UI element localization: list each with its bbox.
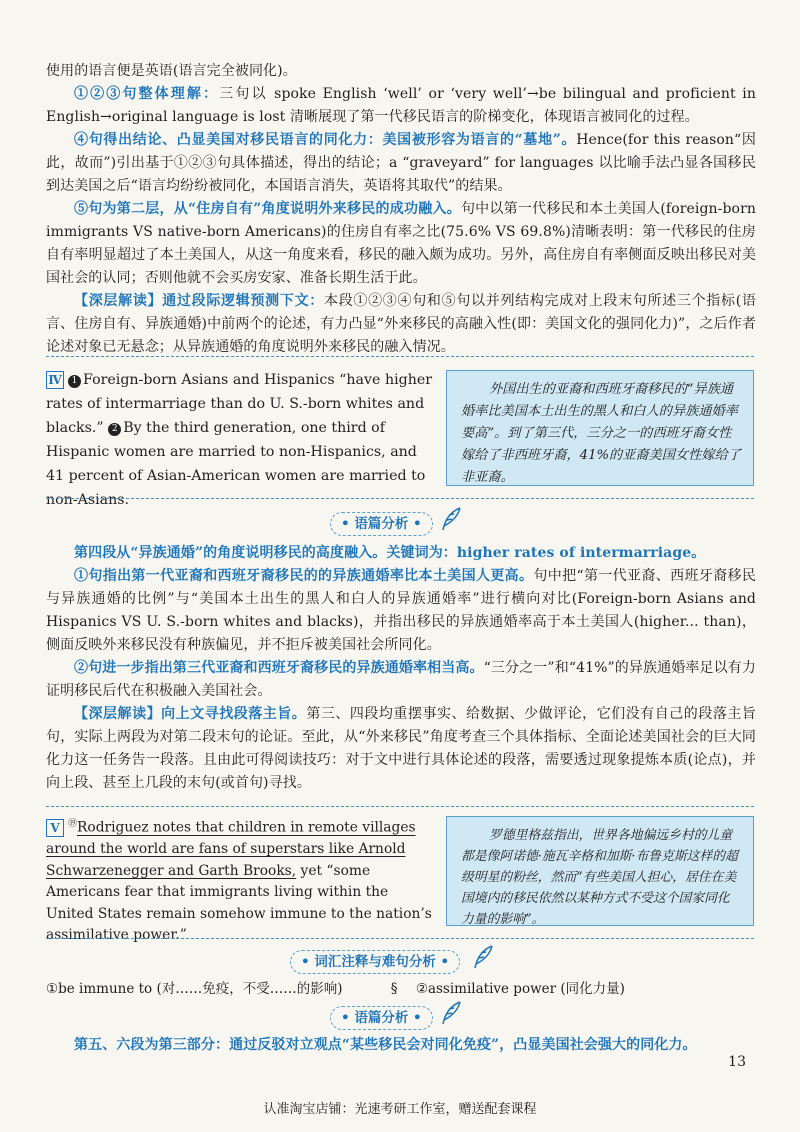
summary-label: 第四段从“异族通婚”的角度说明移民的高度融入。关键词为：: [74, 545, 457, 561]
dashed-divider: [46, 806, 754, 807]
section-tag-label: 词汇注释与难句分析: [314, 954, 436, 970]
label: ④句得出结论、凸显美国对移民语言的同化力：美国被形容为语言的“墓地”。: [74, 132, 577, 148]
analysis-para-5-6: [46, 1034, 756, 1057]
passage-paragraph-4: [46, 368, 434, 512]
dashed-divider: [46, 498, 754, 499]
footer-text: 认准淘宝店铺：光速考研工作室，赠送配套课程: [263, 1102, 537, 1117]
analysis-sentence-123: [46, 83, 756, 129]
analysis-sentence-2: [46, 657, 756, 703]
analysis-sentence-5: [46, 198, 756, 290]
label: ②句进一步指出第三代亚裔和西班牙裔移民的异族通婚率相当高。: [74, 660, 484, 676]
summary: [46, 1034, 756, 1057]
passage-paragraph-5: [46, 814, 434, 947]
sentence-number: 2: [108, 423, 121, 436]
feather-icon: [472, 944, 494, 970]
separator: §: [390, 981, 398, 997]
analysis-sentence-4: [46, 129, 756, 198]
body: 句中以第一代移民和本土美国人(foreign-born immigrants VS native-born Americans)的住房自有率之比(75.6% VS 69.8%)清晰表明：第一代移民的住房自有率明显超过了本土美国人，从这一角度来看，移民的融入颇为成功。另外，高住房自有率侧面反映出移民对美国社会的认同；否则他就不会买房安家、准备长期生活于此。: [46, 201, 756, 286]
label: ①句指出第一代亚裔和西班牙裔移民的的异族通婚率比本土美国人更高。: [74, 568, 534, 584]
label: 【深层解读】通过段际逻辑预测下文：: [74, 293, 324, 309]
feather-icon: [440, 1000, 462, 1026]
label: ①②③句整体理解：: [74, 86, 220, 102]
dashed-divider: [46, 938, 754, 939]
feather-icon: [440, 506, 462, 532]
translation-text: 外国出生的亚裔和西班牙裔移民的“异族通婚率比美国本土出生的黑人和白人的异族通婚率要高”。到了第三代，三分之一的西班牙裔女性嫁给了非西班牙裔，41%的亚裔美国女性嫁给了非亚裔。: [461, 382, 741, 485]
sentence-2: By the third generation, one third of Hispanic women are married to non-Hispanics, and 41 percent of Asian-American women are married to non-Asians.: [46, 420, 426, 508]
section-tag-label: 语篇分析: [354, 516, 409, 532]
body: 三句以 spoke English ‘well’ or ‘very well’→be bilingual and proficient in English→original language is lost 清晰展现了第一代移民语言的阶梯变化，体现语言被同化的过程。: [46, 86, 756, 125]
paragraph-badge: Ⅴ: [46, 819, 64, 837]
deep-interpretation: [46, 290, 756, 359]
label: ⑤句为第二层，从“住房自有”角度说明外来移民的成功融入。: [74, 201, 461, 217]
section-tag-discourse-analysis: • 语篇分析 •: [330, 1006, 433, 1030]
summary: [46, 542, 756, 565]
sentence-1: Foreign-born Asians and Hispanics “have higher rates of intermarriage than do U. S.-born whites and blacks.”: [46, 372, 433, 436]
page-number: 13: [728, 1054, 746, 1070]
summary-label: 第五、六段为第三部分：通过反驳对立观点“某些移民会对同化免疫”，凸显美国社会强大的同化力。: [74, 1037, 697, 1053]
vocab-notes: [46, 978, 756, 1000]
vocab-item-2: ②assimilative power (同化力量): [415, 981, 625, 997]
sentence-rest: yet “some Americans fear that immigrants living within the United States remain somehow immune to the nation’s assimilative power.”: [46, 862, 432, 944]
body: “三分之一”和“41%”的异族通婚率足以有力证明移民后代在积极融入美国社会。: [46, 660, 756, 699]
deep-interpretation: [46, 703, 756, 795]
paragraph-badge: Ⅳ: [46, 371, 64, 389]
body: 第三、四段均重摆事实、给数据、少做评论，它们没有自己的段落主旨句，实际上两段为对第二段末句的论证。至此，从“外来移民”角度考查三个具体指标、全面论述美国社会的巨大同化力这一任务告一段落。且由此可得阅读技巧：对于文中进行具体论述的段落，需要透过现象提炼本质(论点)，并向上段、甚至上几段的末句(或首句)寻找。: [46, 706, 756, 791]
label: 【深层解读】向上文寻找段落主旨。: [74, 706, 307, 722]
keyword: higher rates of intermarriage。: [456, 545, 706, 561]
section-tag-label: 语篇分析: [354, 1010, 409, 1026]
sentence-number: 1: [68, 375, 81, 388]
sentence-marker: ⑲: [68, 819, 78, 829]
section-tag-vocab: • 词汇注释与难句分析 •: [290, 950, 460, 974]
analysis-para-3: [46, 60, 756, 359]
text-line: 使用的语言便是英语(语言完全被同化)。: [46, 63, 297, 79]
analysis-sentence-1: [46, 565, 756, 657]
dashed-divider: [46, 356, 754, 357]
section-tag-discourse-analysis: • 语篇分析 •: [330, 512, 433, 536]
translation-text: 罗德里格兹指出，世界各地偏远乡村的儿童都是像阿诺德·施瓦辛格和加斯·布鲁克斯这样的超级明星的粉丝，然而“有些美国人担心，居住在美国境内的移民依然以某种方式不受这个国家同化力量的影响”。: [461, 828, 738, 927]
body: 本段①②③④句和⑤句以并列结构完成对上段末句所述三个指标(语言、住房自有、异族通婚)中前两个的论述，有力凸显“外来移民的高融入性(即：美国文化的强同化力)”，之后作者论述对象已无悬念；从异族通婚的角度说明外来移民的融入情况。: [46, 293, 756, 355]
underlined-sentence: Rodriguez notes that children in remote villages around the world are fans of superstars like Arnold Schwarzenegger and Garth Brooks,: [46, 819, 416, 879]
analysis-para-4: [46, 542, 756, 795]
translation-box-5: [446, 816, 754, 926]
vocab-item-1: ①be immune to (对……免疫，不受……的影响): [46, 981, 343, 997]
body: 句中把“第一代亚裔、西班牙裔移民与异族通婚的比例”与“美国本土出生的黑人和白人的异族通婚率”进行横向对比(Foreign-born Asians and Hispanics VS U. S.-born whites and blacks)，并指出移民的异族通婚率高于本土美国人(higher... than)，侧面反映外来移民没有种族偏见，并不拒斥被美国社会所同化。: [46, 568, 756, 653]
body: Hence(for this reason“因此，故而”)引出基于①②③句具体描述，得出的结论；a “graveyard” for languages 以比喻手法凸显各国移民到达美国之后“语言均纷纷被同化，本国语言消失，英语将其取代”的结果。: [46, 132, 756, 194]
translation-box-4: [446, 370, 754, 486]
